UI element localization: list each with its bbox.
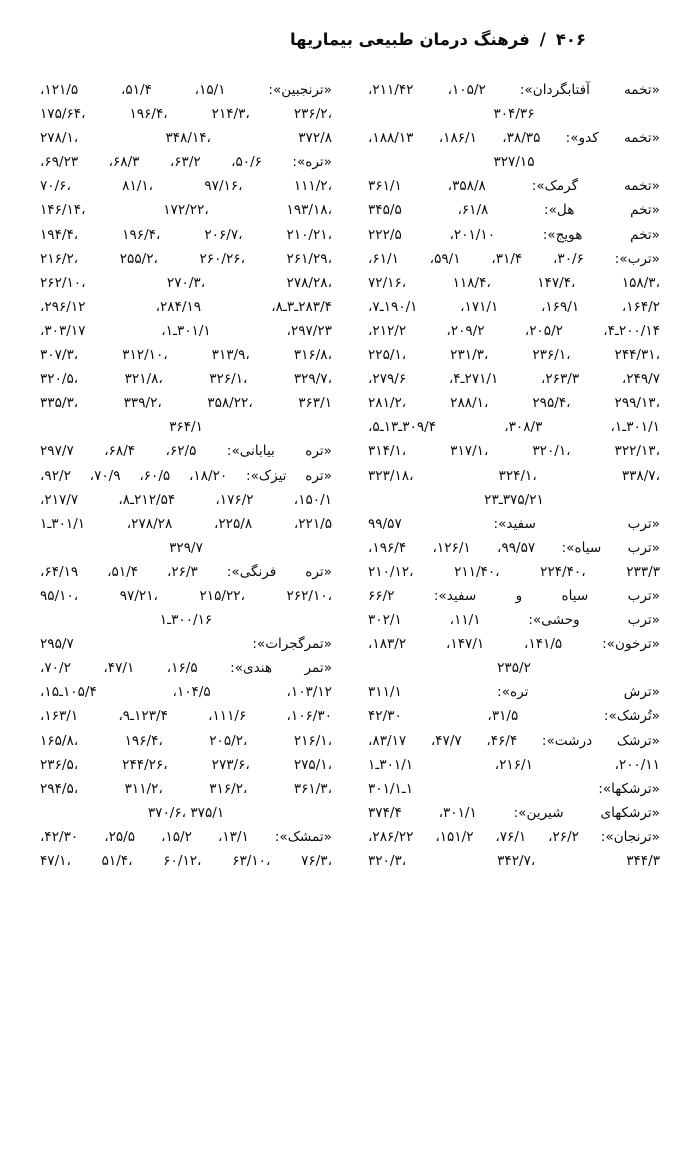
index-line: ۱۴۶/۱۴، ۱۷۲/۲۲، ۱۹۳/۱۸، bbox=[40, 202, 332, 219]
index-line: ۱۶۵/۸، ۱۹۶/۴، ۲۰۵/۲، ۲۱۶/۱، bbox=[40, 732, 332, 749]
index-line: ۱۰۳/۱۲، ۱۰۴/۵، ۱۰۵/۴ـ۱۵، bbox=[40, 684, 332, 701]
index-column-right bbox=[350, 78, 666, 1100]
index-line: ۳۳۵/۳، ۳۳۹/۲، ۳۵۸/۲۲، ۳۶۳/۱ bbox=[40, 395, 332, 412]
index-line: ۳۲۹/۷ bbox=[169, 539, 203, 556]
index-line: «تره»: ۵۰/۶، ۶۳/۲، ۶۸/۳، ۶۹/۲۳، bbox=[40, 154, 332, 171]
index-column-left bbox=[34, 78, 350, 1100]
index-line: «تمشک»: ۱۳/۱، ۱۵/۲، ۲۵/۵، ۴۲/۳۰، bbox=[40, 828, 332, 845]
page-number: ۴۰۶ bbox=[555, 30, 587, 49]
index-line: ۲۸۳/۴ـ۳ـ۸، ۲۸۴/۱۹، ۲۹۶/۱۲، bbox=[40, 298, 332, 315]
index-line: ۱۷۵/۶۴، ۱۹۶/۴، ۲۱۴/۳، ۲۳۶/۲، bbox=[40, 106, 332, 123]
index-line: ۱۹۴/۴، ۱۹۶/۴، ۲۰۶/۷، ۲۱۰/۲۱، bbox=[40, 226, 332, 243]
header-separator: / bbox=[539, 30, 546, 49]
index-line: «تخمه گرمک»: ۳۵۸/۸، ۳۶۱/۱ bbox=[368, 178, 660, 195]
index-line: ۲۰۰/۱۱، ۲۱۶/۱، ۳۰۱/۱ـ۱ bbox=[368, 756, 660, 773]
index-line: «تخم هل»: ۶۱/۸، ۳۴۵/۵ bbox=[368, 202, 660, 219]
index-line: ۲۰۰/۱۴ـ۴، ۲۰۵/۲، ۲۰۹/۲، ۲۱۲/۲، bbox=[368, 322, 660, 339]
index-line: «تخمه آفتابگردان»: ۱۰۵/۲، ۲۱۱/۴۲، bbox=[368, 82, 660, 98]
index-line: ۷۲/۱۶، ۱۱۸/۴، ۱۴۷/۴، ۱۵۸/۳، bbox=[368, 274, 660, 291]
index-line: «ترشکها»: ۱ـ۳۰۱/۱ bbox=[368, 780, 660, 797]
index-line: ۱۶۴/۲، ۱۶۹/۱، ۱۷۱/۱، ۱۹۰/۱ـ۷، bbox=[368, 298, 661, 315]
index-line: ۳۱۴/۱، ۳۱۷/۱، ۳۲۰/۱، ۳۲۲/۱۳، bbox=[368, 443, 660, 460]
index-line: «ترب وحشی»: ۱۱/۱، ۳۰۲/۱ bbox=[368, 612, 660, 629]
index-line: ۲۲۵/۱، ۲۳۱/۳، ۲۳۶/۱، ۲۴۴/۳۱، bbox=[368, 347, 660, 364]
index-line: «ترب سفید»: ۹۹/۵۷ bbox=[368, 515, 660, 532]
index-line: «ترب سیاه و سفید»: ۶۶/۲ bbox=[368, 587, 660, 604]
index-line: ۲۸۱/۲، ۲۸۸/۱، ۲۹۵/۴، ۲۹۹/۱۳، bbox=[368, 395, 660, 412]
index-line: ۲۱۶/۲، ۲۵۵/۲، ۲۶۰/۲۶، ۲۶۱/۲۹، bbox=[40, 250, 332, 267]
index-line: «تخم هویج»: ۲۰۱/۱۰، ۲۲۲/۵ bbox=[368, 226, 660, 243]
index-line: «ترنجان»: ۲۶/۲، ۷۶/۱، ۱۵۱/۲، ۲۸۶/۲۲، bbox=[368, 828, 660, 845]
index-line: «ترشکهای شیرین»: ۳۰۱/۱، ۳۷۴/۴ bbox=[368, 804, 660, 821]
index-line: ۱۰۶/۳۰، ۱۱۱/۶، ۱۲۳/۴ـ۹، ۱۶۳/۱، bbox=[40, 708, 332, 725]
index-line: ۳۰۷/۳، ۳۱۲/۱۰، ۳۱۳/۹، ۳۱۶/۸، bbox=[40, 347, 332, 364]
index-line: «ترب»: ۳۰/۶، ۳۱/۴، ۵۹/۱، ۶۱/۱، bbox=[368, 250, 660, 267]
index-line: ۲۷۸/۱، ۳۴۸/۱۴، ۳۷۲/۸ bbox=[40, 130, 332, 147]
index-line: ۲۶۲/۱۰، ۲۷۰/۳، ۲۷۸/۲۸، bbox=[40, 274, 332, 291]
index-line: ۳۷۵/۲۱ـ۲۳ bbox=[484, 491, 544, 508]
index-line: ۲۳۶/۵، ۲۴۴/۲۶، ۲۷۳/۶، ۲۷۵/۱، bbox=[40, 756, 332, 773]
index-line: ۳۲۰/۳، ۳۴۲/۷، ۳۴۴/۳ bbox=[368, 853, 660, 869]
index-line: ۳۲۰/۵، ۳۲۱/۸، ۳۲۶/۱، ۳۲۹/۷، bbox=[40, 371, 332, 388]
index-line: ۲۹۴/۵، ۳۱۱/۲، ۳۱۶/۲، ۳۶۱/۳، bbox=[40, 780, 332, 797]
index-line: «ترنجبین»: ۱۵/۱، ۵۱/۴، ۱۲۱/۵، bbox=[40, 82, 332, 98]
index-line: ۲۳۵/۲ bbox=[497, 660, 531, 677]
index-line: ۳۶۴/۱ bbox=[169, 419, 203, 436]
index-line: «تمرگجرات»: ۲۹۵/۷ bbox=[40, 636, 332, 653]
index-line: «ترش تره»: ۳۱۱/۱ bbox=[368, 684, 660, 701]
index-line: ۲۱۰/۱۲، ۲۱۱/۴۰، ۲۲۴/۴۰، ۲۳۳/۳ bbox=[368, 563, 660, 580]
book-title: فرهنگ درمان طبیعی بیماریها bbox=[289, 30, 530, 49]
index-line: ۴۷/۱، ۵۱/۴، ۶۰/۱۲، ۶۳/۱۰، ۷۶/۳، bbox=[40, 853, 332, 869]
index-line: «ترب سیاه»: ۹۹/۵۷، ۱۲۶/۱، ۱۹۶/۴، bbox=[368, 539, 660, 556]
index-columns bbox=[34, 78, 666, 1100]
index-line: «ترخون»: ۱۴۱/۵، ۱۴۷/۱، ۱۸۳/۲، bbox=[368, 636, 660, 653]
index-line: ۳۲۳/۱۸، ۳۲۴/۱، ۳۳۸/۷، bbox=[368, 467, 660, 484]
index-line: ۱۵۰/۱، ۱۷۶/۲، ۲۱۲/۵۴ـ۸، ۲۱۷/۷، bbox=[40, 491, 332, 508]
index-line: ۷۰/۶، ۸۱/۱، ۹۷/۱۶، ۱۱۱/۲، bbox=[40, 178, 332, 195]
index-line: ۲۴۹/۷، ۲۶۳/۳، ۲۷۱/۱ـ۴، ۲۷۹/۶، bbox=[368, 371, 661, 388]
index-line: ۳۰۰/۱۶ـ۱ bbox=[159, 612, 213, 629]
index-line: ۳۷۰/۶، ۳۷۵/۱ bbox=[147, 804, 225, 821]
index-line: «تخمه کدو»: ۳۸/۳۵، ۱۸۶/۱، ۱۸۸/۱۳، bbox=[368, 130, 660, 147]
index-line: «تره بیابانی»: ۶۲/۵، ۶۸/۴، ۲۹۷/۷ bbox=[40, 443, 332, 460]
index-line: «تمر هندی»: ۱۶/۵، ۴۷/۱، ۷۰/۲، bbox=[40, 660, 333, 677]
index-line: ۳۰۱/۱ـ۱، ۳۰۸/۳، ۳۰۹/۴ـ۱۳ـ۵، bbox=[368, 419, 660, 436]
page-header bbox=[0, 30, 700, 64]
index-line: ۹۵/۱۰، ۹۷/۲۱، ۲۱۵/۲۲، ۲۶۲/۱۰، bbox=[40, 587, 332, 604]
index-line: ۲۲۱/۵، ۲۲۵/۸، ۲۷۸/۲۸، ۳۰۱/۱ـ۱ bbox=[40, 515, 333, 532]
index-line: ۳۲۷/۱۵ bbox=[493, 154, 535, 171]
index-line: «تُرشک»: ۳۱/۵، ۴۲/۳۰ bbox=[368, 708, 660, 725]
index-line: «ترشک درشت»: ۴۶/۴، ۴۷/۷، ۸۳/۱۷، bbox=[368, 732, 660, 749]
page-header-inner bbox=[290, 30, 586, 49]
index-line: «تره تیزک»: ۱۸/۲۰، ۶۰/۵، ۷۰/۹، ۹۲/۲، bbox=[40, 467, 332, 484]
index-line: ۳۰۴/۳۶ bbox=[493, 106, 535, 123]
index-line: «تره فرنگی»: ۲۶/۳، ۵۱/۴، ۶۴/۱۹، bbox=[40, 563, 332, 580]
index-line: ۲۹۷/۲۳، ۳۰۱/۱ـ۱، ۳۰۳/۱۷، bbox=[40, 322, 332, 339]
